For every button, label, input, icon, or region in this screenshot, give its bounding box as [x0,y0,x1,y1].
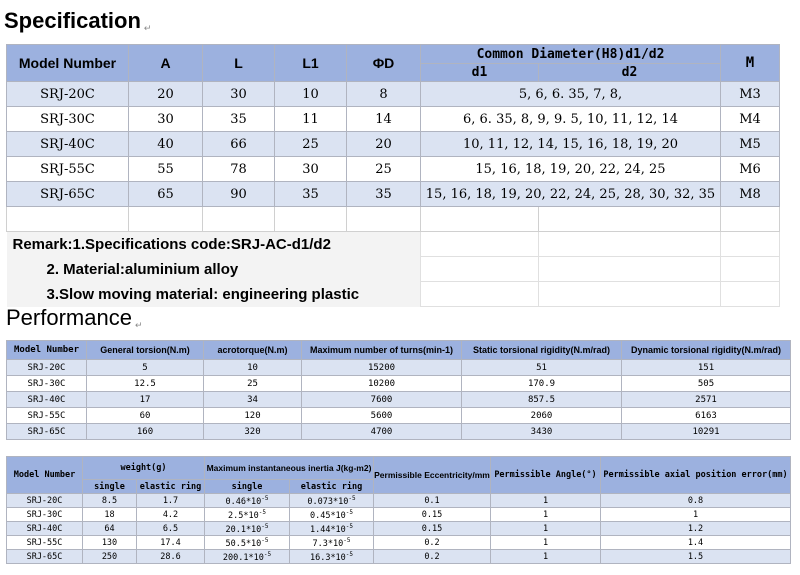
cell: 1 [491,522,601,536]
cell: 1 [491,494,601,508]
cell: 51 [462,360,622,376]
cell: SRJ-20C [7,360,87,376]
cell-model: SRJ-30C [7,107,129,132]
cell: SRJ-65C [7,424,87,440]
perf-header-static-rigidity: Static torsional rigidity(N.m/rad) [462,341,622,360]
cell-inertia-single [205,522,290,536]
cell-d: 8 [347,82,421,107]
table-row [7,550,791,564]
table-row [7,536,791,550]
table-row [7,408,791,424]
header-common-diameter: Common Diameter(H8)d1/d2 [421,45,721,64]
table-row [7,132,780,157]
cell-d1d2: 5, 6, 6. 35, 7, 8, [421,82,721,107]
cell: 64 [83,522,137,536]
cell: 0.15 [374,522,491,536]
specification-heading [4,8,151,34]
remark-line-1: Remark:1.Specifications code:SRJ-AC-d1/d2 [7,232,421,257]
cell-l1: 35 [275,182,347,207]
cell-d: 14 [347,107,421,132]
inertia-exponent: -5 [258,508,266,516]
cell: SRJ-55C [7,408,87,424]
cell-l: 66 [203,132,275,157]
cell: 2060 [462,408,622,424]
weight-header-inertia: Maximum instantaneous inertia J(kg-m2) [205,457,374,480]
performance-table [6,340,791,440]
remark-row [7,232,780,257]
cell: 5600 [302,408,462,424]
cell: 28.6 [137,550,205,564]
cell: 1.4 [601,536,791,550]
paragraph-mark-icon: ↵ [143,23,152,33]
cell: 1.7 [137,494,205,508]
cell: 4.2 [137,508,205,522]
cell-inertia-single [205,508,290,522]
inertia-exponent: -5 [263,550,272,558]
weight-header-angle: Permissible Angle(°) [491,457,601,494]
cell-l: 90 [203,182,275,207]
cell: 2571 [622,392,791,408]
cell: 60 [87,408,204,424]
perf-header-dynamic-rigidity: Dynamic torsional rigidity(N.m/rad) [622,341,791,360]
table-row [7,424,791,440]
inertia-exponent: -5 [261,536,269,544]
header-diameter: ΦD [347,45,421,82]
cell-inertia-ring [290,536,374,550]
inertia-value: 0.46*10 [225,496,262,507]
cell: 0.2 [374,550,491,564]
cell: 1 [491,508,601,522]
cell: 0.1 [374,494,491,508]
inertia-value: 7.3*10 [312,538,344,549]
inertia-exponent: -5 [345,550,354,558]
cell-a: 30 [129,107,203,132]
cell: 120 [204,408,302,424]
inertia-value: 16.3*10 [309,552,346,563]
cell: 170.9 [462,376,622,392]
cell: 1.2 [601,522,791,536]
cell-a: 40 [129,132,203,157]
cell: SRJ-20C [7,494,83,508]
header-a: A [129,45,203,82]
table-row [7,508,791,522]
cell-inertia-ring [290,522,374,536]
table-row [7,376,791,392]
inertia-value: 20.1*10 [225,524,262,535]
cell: 160 [87,424,204,440]
cell-m: M5 [721,132,780,157]
cell: 5 [87,360,204,376]
cell: 1 [491,550,601,564]
remark-line-3: 3.Slow moving material: engineering plastic [7,282,421,307]
cell: 17.4 [137,536,205,550]
remark-line-2: 2. Material:aluminium alloy [7,257,421,282]
cell: 0.8 [601,494,791,508]
remark-row [7,282,780,307]
cell: 0.2 [374,536,491,550]
cell: 10 [204,360,302,376]
inertia-value: 0.45*10 [309,510,346,521]
cell: 1 [601,508,791,522]
table-row [7,360,791,376]
cell: 10291 [622,424,791,440]
cell-model: SRJ-65C [7,182,129,207]
cell: 6.5 [137,522,205,536]
weight-subheader-single: single [83,480,137,494]
inertia-value: 0.073*10 [307,496,349,507]
cell: 1.5 [601,550,791,564]
specification-table [6,44,780,307]
cell-inertia-ring [290,494,374,508]
cell-model: SRJ-40C [7,132,129,157]
cell-m: M3 [721,82,780,107]
cell-l1: 30 [275,157,347,182]
inertia-subheader-ring: elastic ring [290,480,374,494]
inertia-exponent: -5 [345,508,354,516]
table-row [7,107,780,132]
cell: 34 [204,392,302,408]
inertia-exponent: -5 [348,494,356,502]
cell-l: 30 [203,82,275,107]
inertia-subheader-single: single [205,480,290,494]
cell: 17 [87,392,204,408]
cell: 250 [83,550,137,564]
cell: 320 [204,424,302,440]
cell-model: SRJ-20C [7,82,129,107]
weight-header-eccentricity: Permissible Eccentricity/mm [374,457,491,494]
table-row-blank [7,207,780,232]
cell-d1d2: 15, 16, 18, 19, 20, 22, 24, 25, 28, 30, 32, 35 [421,182,721,207]
table-row [7,182,780,207]
performance-title: Performance [6,305,132,330]
cell: SRJ-40C [7,392,87,408]
cell-l: 78 [203,157,275,182]
perf-header-max-turns: Maximum number of turns(min-1) [302,341,462,360]
cell: 6163 [622,408,791,424]
cell-l: 35 [203,107,275,132]
cell-inertia-single [205,536,290,550]
cell-d: 20 [347,132,421,157]
cell-d1d2: 10, 11, 12, 14, 15, 16, 18, 19, 20 [421,132,721,157]
cell: 8.5 [83,494,137,508]
specification-title: Specification [4,8,141,33]
cell: 4700 [302,424,462,440]
cell: SRJ-30C [7,376,87,392]
cell: 130 [83,536,137,550]
weight-inertia-table [6,456,791,564]
cell-model: SRJ-55C [7,157,129,182]
performance-heading [6,305,143,331]
inertia-exponent: -5 [343,536,351,544]
header-d2: d2 [539,64,721,82]
inertia-exponent: -5 [261,494,269,502]
cell-d1d2: 6, 6. 35, 8, 9, 9. 5, 10, 11, 12, 14 [421,107,721,132]
cell-l1: 11 [275,107,347,132]
cell-a: 20 [129,82,203,107]
inertia-value: 1.44*10 [309,524,346,535]
perf-header-general-torsion: General torsion(N.m) [87,341,204,360]
cell: 857.5 [462,392,622,408]
cell: 12.5 [87,376,204,392]
table-row [7,392,791,408]
table-row [7,522,791,536]
cell-inertia-ring [290,508,374,522]
cell-m: M6 [721,157,780,182]
header-l1: L1 [275,45,347,82]
perf-header-model: Model Number [7,341,87,360]
cell: 7600 [302,392,462,408]
header-m: M [721,45,780,82]
header-model-number: Model Number [7,45,129,82]
cell: 25 [204,376,302,392]
header-l: L [203,45,275,82]
cell: 505 [622,376,791,392]
cell: 18 [83,508,137,522]
cell-a: 65 [129,182,203,207]
cell: SRJ-40C [7,522,83,536]
table-row [7,157,780,182]
cell: SRJ-65C [7,550,83,564]
cell-d1d2: 15, 16, 18, 19, 20, 22, 24, 25 [421,157,721,182]
cell: 151 [622,360,791,376]
cell-l1: 25 [275,132,347,157]
cell: 15200 [302,360,462,376]
cell: SRJ-30C [7,508,83,522]
table-row [7,82,780,107]
inertia-exponent: -5 [261,522,269,530]
cell: 0.15 [374,508,491,522]
cell-m: M4 [721,107,780,132]
inertia-exponent: -5 [345,522,354,530]
cell: 3430 [462,424,622,440]
cell-inertia-ring [290,550,374,564]
inertia-value: 50.5*10 [225,538,262,549]
cell: 1 [491,536,601,550]
inertia-value: 200.1*10 [222,552,264,563]
paragraph-mark-icon: ↵ [134,320,143,330]
cell-inertia-single [205,494,290,508]
perf-header-acrotorque: acrotorque(N.m) [204,341,302,360]
inertia-value: 2.5*10 [228,510,259,521]
weight-header-weight: weight(g) [83,457,205,480]
weight-subheader-ring: elastic ring [137,480,205,494]
cell-a: 55 [129,157,203,182]
cell: 10200 [302,376,462,392]
cell-l1: 10 [275,82,347,107]
table-row [7,494,791,508]
cell: SRJ-55C [7,536,83,550]
cell-d: 35 [347,182,421,207]
cell-m: M8 [721,182,780,207]
cell-inertia-single [205,550,290,564]
weight-header-model: Model Number [7,457,83,494]
weight-header-axial: Permissible axial position error(mm) [601,457,791,494]
header-d1: d1 [421,64,539,82]
cell-d: 25 [347,157,421,182]
remark-row [7,257,780,282]
